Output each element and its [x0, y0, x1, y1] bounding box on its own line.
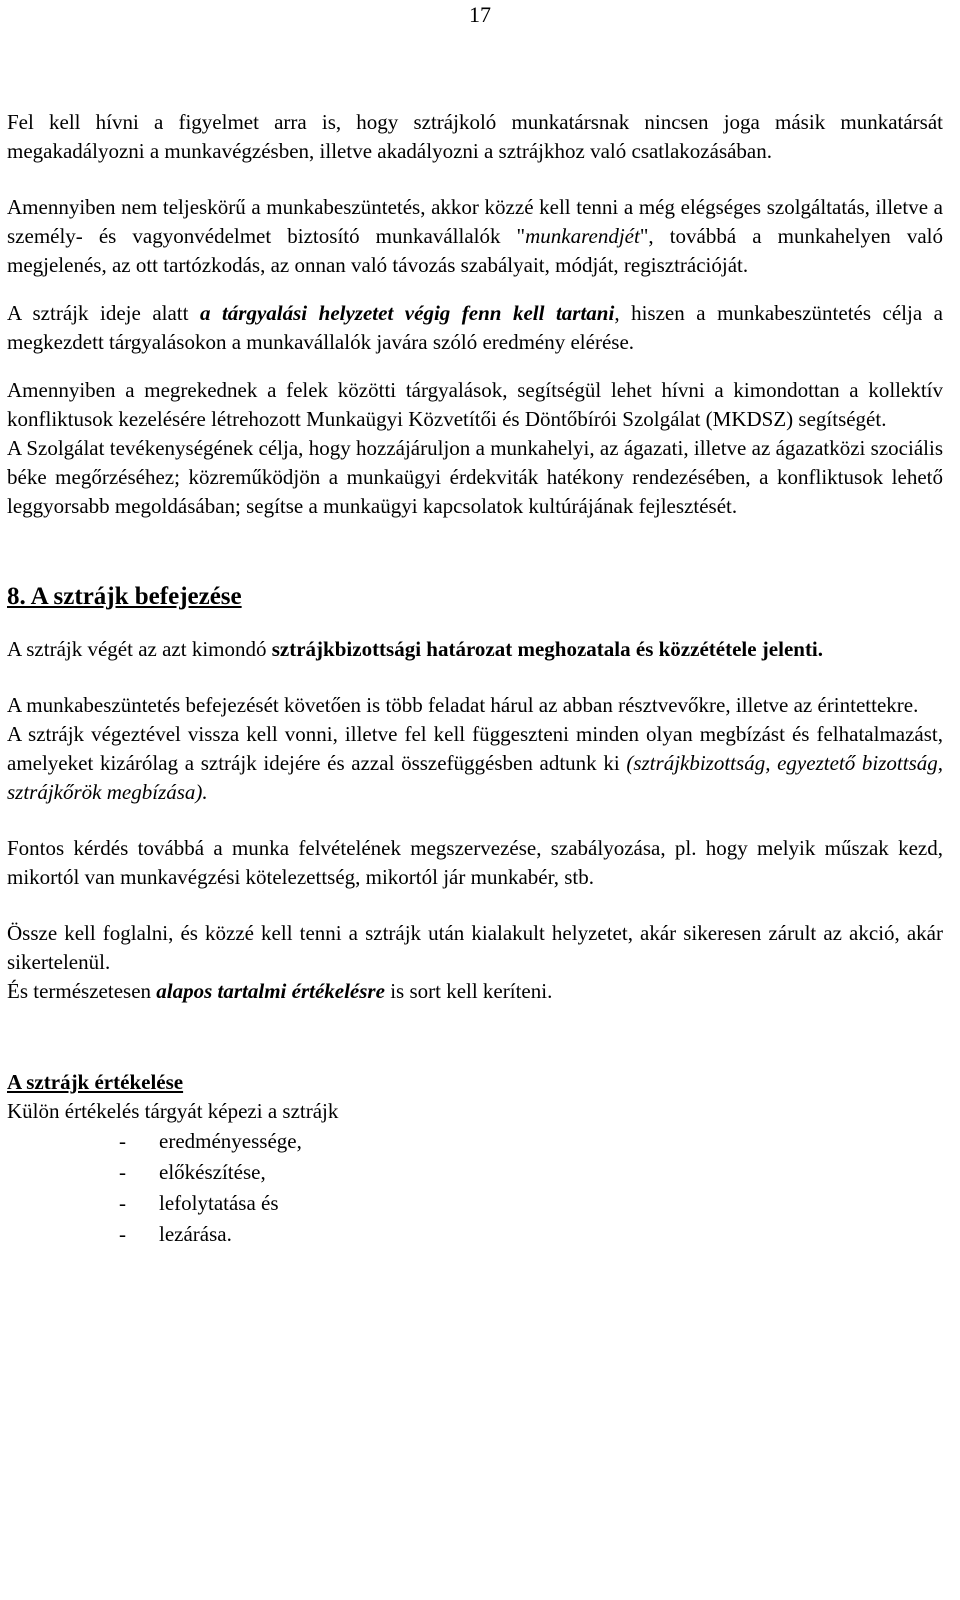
paragraph-evaluation-intro: Külön értékelés tárgyát képezi a sztrájk [7, 1099, 339, 1123]
paragraph-solidarity: Fel kell hívni a figyelmet arra is, hogy sztrájkoló munkatársnak nincsen joga másik munkatársát megakadályozni a munkavégzésben, illetve akadályozni a sztrájkhoz való csatlakozásában. [7, 110, 943, 163]
list-item: - lefolytatása és [119, 1188, 943, 1219]
paragraph-negotiation: A sztrájk ideje alatt a tárgyalási helyzetet végig fenn kell tartani, hiszen a munkabeszüntetés célja a megkezdett tárgyalásokon a munkavállalók javára szóló eredmény elérése. [7, 301, 943, 354]
paragraph-mkdsz: Amennyiben a megrekednek a felek közötti tárgyalások, segítségül lehet hívni a kimondottan a kollektív konfliktusok kezelésére létrehozott Munkaügyi Közvetítői és Döntőbírói Szolgálat (MKDSZ) segítségét. [7, 378, 943, 431]
subsection-heading: A sztrájk értékelése [7, 1070, 184, 1094]
italic-text: munkarendjét [525, 224, 640, 248]
page-number: 17 [469, 2, 491, 27]
bold-text: sztrájkbizottsági határozat meghozatala és közzététele jelenti. [271, 637, 824, 661]
paragraph-service-goal: A Szolgálat tevékenységének célja, hogy hozzájáruljon a munkahelyi, az ágazati, illetve az ágazatközi szociális béke megőrzéséhez; közreműködjön a munkaügyi érdekviták hatékony rendezésében, a konfliktusok lehető leggyorsabb megoldásában; segítse a munkaügyi kapcsolatok kultúrájának fejlesztését. [7, 436, 943, 518]
paragraph-evaluation-note: És természetesen alapos tartalmi értékelésre is sort kell keríteni. [7, 979, 553, 1003]
emphasis-text: a tárgyalási helyzetet végig fenn kell tartani [199, 301, 615, 325]
paragraph-summary: Össze kell foglalni, és közzé kell tenni a sztrájk után kialakult helyzetet, akár sikeresen zárult az akció, akár sikertelenül. [7, 921, 943, 974]
italic-text: (sztrájkbizottság, egyeztető bizottság, sztrájkőrök megbízása). [7, 751, 943, 804]
evaluation-list [7, 1126, 943, 1250]
list-item: - előkészítése, [119, 1157, 943, 1188]
paragraph-strike-end: A sztrájk végét az azt kimondó sztrájkbizottsági határozat meghozatala és közzététele jelenti. [7, 637, 824, 661]
paragraph-after-tasks: A munkabeszüntetés befejezését követően is több feladat hárul az abban résztvevőkre, illetve az érintettekre. [7, 693, 919, 717]
list-item: - lezárása. [119, 1219, 943, 1250]
list-item: - eredményessége, [119, 1126, 943, 1157]
paragraph-partial-strike: Amennyiben nem teljeskörű a munkabeszüntetés, akkor közzé kell tenni a még elégséges szolgáltatás, illetve a személy- és vagyonvédelmet biztosító munkavállalók "munkarendjét", továbbá a munkahelyen való megjelenés, az ott tartózkodás, az onnan való távozás szabályait, módját, regisztrációját. [7, 195, 944, 277]
paragraph-resume-work: Fontos kérdés továbbá a munka felvételének megszervezése, szabályozása, pl. hogy melyik műszak kezd, mikortól van munkavégzési kötelezettség, mikortól jár munkabér, stb. [7, 836, 943, 889]
paragraph-revoke-mandates: A sztrájk végeztével vissza kell vonni, illetve fel kell függeszteni minden olyan megbízást és felhatalmazást, amelyeket kizárólag a sztrájk idejére és azzal összefüggésben adtunk ki (sztrájkbizottság, egyeztető bizottság, sztrájkőrök megbízása). [7, 722, 943, 804]
document-body [7, 108, 943, 1250]
emphasis-text: alapos tartalmi értékelésre [156, 979, 385, 1003]
section-heading: 8. A sztrájk befejezése [7, 583, 242, 610]
